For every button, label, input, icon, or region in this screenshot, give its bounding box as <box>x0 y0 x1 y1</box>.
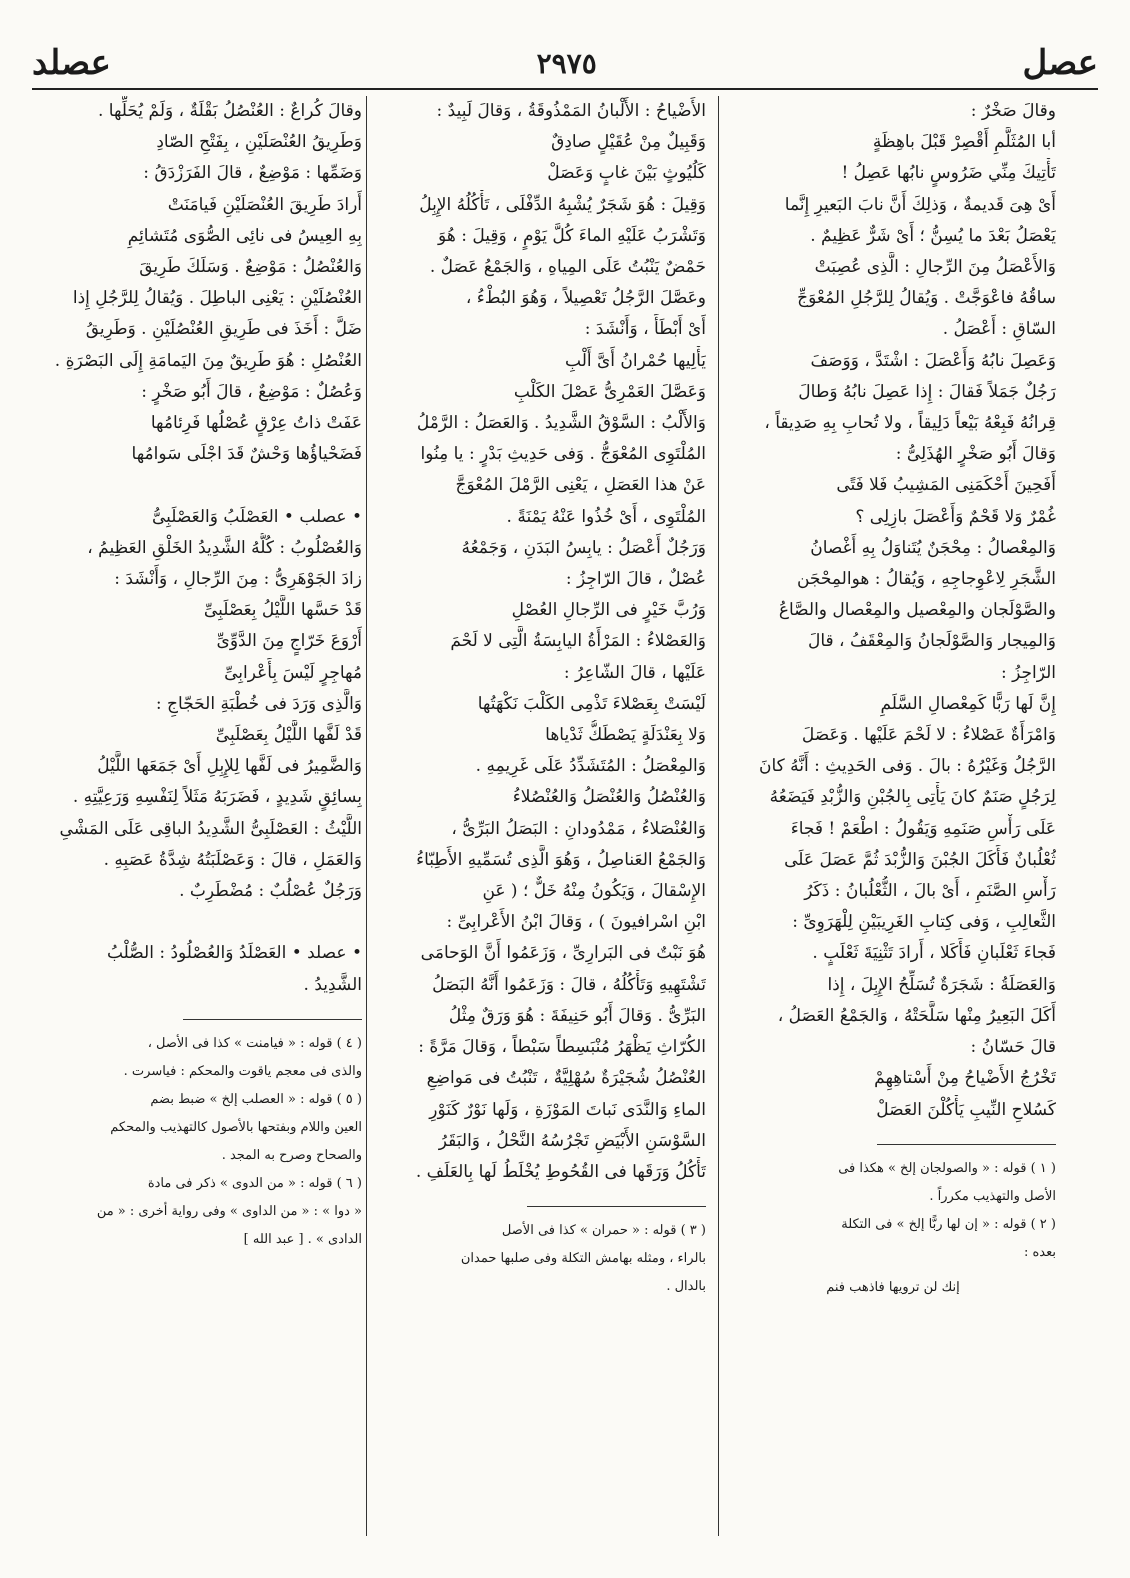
footnote-line: ( ٦ ) قوله : « من الدوى » ذكر فى مادة <box>147 1175 362 1191</box>
footnote-line: بعده : <box>1023 1244 1056 1260</box>
text-line: وَعَصِلَ نابُهُ وَأَعْصَلَ : اشْتَدَّ ، وَوَصَفَ <box>810 350 1056 371</box>
text-line: الشَّدِيدُ . <box>303 974 362 995</box>
footnotes <box>730 1155 1056 1267</box>
text-line: وَامْرَأَةٌ عَصْلاءُ : لا لَحْمَ عَلَيْها . وَعَصَلَ <box>801 725 1056 746</box>
text-line: تَأْكُلُ وَرَقَها فى القُحُوطِ يُخْلَطُ لَها بِالعَلَفِ . <box>415 1161 706 1182</box>
column-middle <box>380 96 706 1546</box>
text-line: البَرِّىُّ . وَقالَ أَبُو حَنِيفَةَ : هُوَ وَرَقٌ مِثْلُ <box>448 1005 706 1026</box>
text-line: وَالعُنْصُلُ : مَوْضِعٌ . وَسَلَكَ طَرِيقَ <box>139 257 362 278</box>
text-line: إِنَّ لَها رَبًّا كَمِعْصالِ السَّلَمِ <box>880 693 1056 714</box>
text-line: قالَ حَسّانُ : <box>970 1037 1056 1058</box>
column-text <box>36 96 362 1001</box>
text-line: المُلْتَوِى المُعْوَجُّ . وَفى حَدِيثِ بَدْرٍ : يا مِنُوا <box>420 444 706 465</box>
column-text <box>730 96 1056 1126</box>
column-text <box>380 96 706 1188</box>
column-divider <box>366 96 367 1536</box>
text-line: المُلْتَوِى ، أَىْ خُذُوا عَنْهُ يَمْنَةً . <box>506 506 706 527</box>
text-line: الشَّجَرِ لِاعْوِجاجِهِ ، وَيُقالُ : هوالمِحْجَن <box>796 569 1056 590</box>
page-number: ٢٩٧٥ <box>536 46 597 80</box>
text-line: الأَضْياحُ : الأَلْبانُ المَمْذُوقَةُ ، وَقالَ لَبِيدٌ : <box>436 101 706 121</box>
text-line: وَالمِعْصَلُ : المُتَشَدِّدُ عَلَى غَرِيمِهِ . <box>475 756 706 777</box>
header-right-word: عصل <box>1022 43 1098 83</box>
text-line: ثُعْلُبانٌ فَأَكَلَ الجُبْنَ وَالزُّبْدَ ثُمَّ عَصَلَ عَلَى <box>784 849 1056 870</box>
text-line: مُهاجِرٍ لَيْسَ بِأَعْرابِىِّ <box>224 662 362 683</box>
text-line: ضَلَّ : أَخَذَ فى طَرِيقِ العُنْصُلَيْنِ . وَطَرِيقُ <box>85 319 362 340</box>
text-line: زادَ الجَوْهَرِىُّ : مِنَ الرِّجالِ ، وَأَنْشَدَ : <box>114 569 362 590</box>
footnote-line: ( ١ ) قوله : « والصولجان إلخ » هكذا فى <box>838 1160 1056 1176</box>
footnotes <box>36 1030 362 1254</box>
column-right <box>730 96 1056 1546</box>
text-line: فَجاءَ ثَعْلَبانِ فَأَكَلا ، أَرادَ تَثْنِيَةَ ثَعْلَبٍ . <box>812 943 1056 964</box>
text-line: الثَّعالِبِ ، وَفى كِتابِ الغَرِيبَيْنِ لِلْهَرَوِىِّ : <box>792 912 1056 933</box>
text-line: وَتَشْرَبُ عَلَيْهِ الماءَ كُلَّ يَوْمٍ ، وَقِيلَ : هُوَ <box>438 225 706 246</box>
text-line: وَضَمِّها : مَوْضِعٌ ، قالَ الفَرَزْدَقُ : <box>143 163 362 184</box>
text-line: وَرَجُلٌ أَعْصَلُ : يابِسُ البَدَنِ ، وَجَمْعُهُ <box>461 537 706 558</box>
footnote-line: العين واللام وبفتحها بالأصول كالتهذيب والمحكم <box>110 1119 362 1135</box>
footnote-line: ( ٥ ) قوله : « العصلب إلخ » ضبط بضم <box>150 1091 362 1107</box>
text-line: السّاقِ : أَعْصَلُ . <box>942 319 1056 340</box>
text-line: قَدْ حَسَّها اللَّيْلُ بِعَصْلَبِىِّ <box>203 600 362 621</box>
text-line: وَعُصُلٌ : مَوْضِعٌ ، قالَ أَبُو صَخْرٍ : <box>141 381 362 402</box>
text-line: الرّاجِزُ : <box>1000 662 1056 683</box>
text-line: قَدْ لَفَّها اللَّيْلُ بِعَصْلَبِىِّ <box>215 725 362 746</box>
handwritten-note: إنك لن ترويها فاذهب فنم <box>826 1279 960 1295</box>
text-line: اللَّيْثُ : العَصْلَبِىُّ الشَّدِيدُ الباقِى عَلَى المَشْىِ <box>59 818 362 839</box>
footnote-separator <box>527 1206 706 1207</box>
text-line: بِهِ العِيسُ فى نائِى الصُّوَى مُتَشائِمِ <box>127 225 362 246</box>
text-line: عَلَى رَأْسِ صَنَمِهِ وَيَقُولُ : اطْعَمْ ! فَجاءَ <box>790 818 1056 839</box>
text-line: وَرُبَّ خَيْرٍ فى الرِّجالِ العُصْلِ <box>511 600 706 621</box>
text-line: العُنْصُلُ شُجَيْرَةٌ سُهْلِيَّةٌ ، تَنْبُتُ فى مَواضِعِ <box>426 1068 706 1089</box>
text-line: وقالَ صَخْرٌ : <box>970 101 1056 121</box>
text-line: الرَّجُلُ وَغَيْرُهُ : بالَ . وَفى الحَدِيثِ : أَنَّهُ كانَ <box>759 756 1056 777</box>
footnote-line: ( ٢ ) قوله : « إن لها ربًّا إلخ » فى التكلة <box>841 1216 1056 1232</box>
footnote-line: والصحاح وصرح به المجد . <box>221 1147 362 1163</box>
text-line: وَرَجُلٌ عُصْلُبٌ : مُضْطَرِبٌ . <box>179 881 362 902</box>
text-line <box>36 470 362 501</box>
text-line: الكُرّاثِ يَظْهَرُ مُنْبَسِطاً سَبْطاً ، وَقالَ مَرَّةً : <box>418 1037 706 1058</box>
page-header <box>32 38 1098 90</box>
text-line: هُوَ نَبْتٌ فى البَرارِىِّ ، وَزَعَمُوا أَنَّ الوَحامَى <box>420 943 706 964</box>
text-line: والصَّوْلَجان والمِعْصيل والمِعْصال والصَّاعُ <box>778 600 1056 621</box>
text-line: أَىْ أَبْطَأَ ، وَأَنْشَدَ : <box>584 319 706 340</box>
footnote-separator <box>183 1019 362 1020</box>
text-line: وَالأَلْبُ : السَّوْقُ الشَّدِيدُ . وَالعَصَلُ : الرَّمْلُ <box>416 413 706 434</box>
text-line: وَالجَمْعُ العَناصِلُ ، وَهُوَ الَّذِى تُسَمِّيهِ الأَطِبّاءُ <box>416 849 706 870</box>
text-line: أَرادَ طَرِيقَ العُنْصَلَيْنِ فَيامَنَتْ <box>167 194 362 215</box>
text-line: وَالعُنْصَلاءُ ، مَمْدُودانِ : البَصَلُ البَرِّىُّ ، <box>451 818 706 839</box>
footnotes <box>380 1217 706 1301</box>
text-line: وَالعَمَلِ ، قالَ : وَعَصْلَبَتُهُ شِدَّةُ عَصَبِهِ . <box>103 849 362 870</box>
column-left <box>36 96 362 1546</box>
text-line: وَطَرِيقُ العُنْصَلَيْنِ ، بِفَتْحِ الصّادِ <box>156 132 362 153</box>
text-line: وَالمِعْصالُ : مِحْجَنٌ يُتَناوَلُ بِهِ أَغْصانُ <box>810 537 1056 558</box>
text-line: الماءِ وَالنَّدَى نَباتَ المَوْزَةِ ، وَلَها نَوْرٌ كَنَوْرِ <box>429 1099 706 1120</box>
text-line: رَأْسِ الصَّنَمِ ، أَىْ بالَ ، الثُّعْلُبانُ : ذَكَرُ <box>804 881 1056 902</box>
text-line: وعَصَّلَ الرَّجُلُ تَعْصِيلاً ، وَهُوَ البُطْءُ ، <box>465 288 706 309</box>
text-line: وَالعَصْلاءُ : المَرْأَةُ اليابِسَةُ الَّتِى لا لَحْمَ <box>450 631 706 652</box>
footnote-line: بالراء ، ومثله بهامش التكلة وفى صلبها حمدان <box>460 1251 706 1267</box>
footnote-line: ( ٣ ) قوله : « حمران » كذا فى الأصل <box>501 1223 706 1239</box>
text-line: وَالضَّمِيرُ فى لَفَّها لِلإِبِلِ أَىْ جَمَعَها اللَّيْلُ <box>97 756 362 777</box>
text-line: عَفَتْ ذاتُ عِرْقٍ عُصْلُها فَرِئامُها <box>150 413 362 434</box>
footnote-line: الدادى » . [ عبد الله ] <box>243 1231 362 1247</box>
text-line: • عصلب • العَصْلَبُ وَالعَصْلَبِىُّ <box>151 506 362 527</box>
text-line: تَأْتِيكَ مِنِّي ضَرُوسٍ نابُها عَصِلُ ! <box>841 163 1056 184</box>
footnote-line: ( ٤ ) قوله : « فيامنت » كذا فى الأصل ، <box>147 1035 362 1051</box>
text-line: عُصْلٌ ، قالَ الرّاجِزُ : <box>565 569 706 590</box>
text-line: العُنْصُلَيْنِ : يَعْنِى الباطِلَ . وَيُقالُ لِلرَّجُلِ إِذا <box>72 288 362 309</box>
text-line: • عصلد • العَصْلَدُ وَالعُصْلُودُ : الصُّلْبُ <box>106 943 362 964</box>
text-line: العُنْصُلِ : هُوَ طَرِيقٌ مِنَ اليَمامَةِ إِلَى البَصْرَةِ . <box>54 350 362 371</box>
text-line: يَعْصَلُ بَعْدَ ما يُسِنُّ ؛ أَىْ شَرٌّ عَظِيمٌ . <box>810 225 1056 246</box>
column-divider <box>718 96 719 1536</box>
text-line: أَىْ هِىَ قَديمةٌ ، وَذلِكَ أَنَّ نابَ البَعيرِ إِنَّما <box>784 194 1056 215</box>
text-line: وَقَبِيلٌ مِنْ عُقَيْلٍ صادِقٌ <box>551 132 706 153</box>
text-line: ساقُهُ فاعْوَجَّتْ . وَيُقالُ لِلرَّجُلِ المُعْوَجِّ <box>797 288 1056 309</box>
text-line: حَمْضٌ يَنْبُتُ عَلَى المِياهِ ، وَالجَمْعُ عَصَلٌ . <box>429 257 706 278</box>
text-line: عَنْ هذا العَصَلِ ، يَعْنِى الرَّمْلَ المُعْوَجَّ <box>455 475 706 496</box>
text-line: أَرْوَعَ خَرّاجٍ مِنَ الدَّوِّىِّ <box>216 631 362 652</box>
text-line: السَّوْسَنِ الأَبْيَضِ تَجْرُسُهُ النَّحْلُ ، وَالبَقَرُ <box>438 1130 706 1151</box>
text-line: فَضَحْياؤُها وَحْشٌ قَدَ اجْلَى سَوامُها <box>131 444 362 465</box>
text-line: وَالعُصْلُوبُ : كُلُّهُ الشَّدِيدُ الخَلْقِ العَظِيمُ ، <box>87 537 362 558</box>
text-line: غُمْرٌ وَلا قَحْمٌ وَأَعْصَلَ بازِلِى ؟ <box>855 506 1056 527</box>
text-line: ابْنِ اسْرافيونَ ) ، وَقالَ ابْنُ الأَعْرابِىِّ : <box>446 912 706 933</box>
footnote-line: « دوا » : « من الداوى » وفى رواية أخرى : « من <box>96 1203 362 1219</box>
text-line: أَكَلَ البَعِيرُ مِنْها سَلَّحَتْهُ ، وَالجَمْعُ العَصَلُ ، <box>777 1005 1056 1026</box>
text-line: رَجُلٌ جَمَلاً فَقالَ : إِذا عَصِلَ نابُهُ وَطالَ <box>798 381 1056 402</box>
text-line: لَيْسَتْ بِعَصْلاءَ تَذْمِى الكَلْبَ نَكْهَتُها <box>477 693 706 714</box>
text-line: وَالعَصَلَةُ : شَجَرَةٌ تُسَلِّحُ الإِبِلَ ، إِذا <box>827 974 1056 995</box>
footnote-separator <box>877 1144 1056 1145</box>
text-line <box>36 907 362 938</box>
text-line: لِرَجُلٍ صَنَمٌ كانَ يَأْتِى بِالجُبْنِ وَالزُّبْدِ فَيَضَعُهُ <box>769 787 1056 808</box>
text-line: وَعَصَّلَ العَمْرِىُّ عَصْلَ الكَلْبِ <box>513 381 706 402</box>
text-line: تَخْرُجُ الأَضْياحُ مِنْ أَسْتاهِهِمْ <box>874 1068 1056 1089</box>
header-left-word: عصلد <box>32 43 111 83</box>
text-line: أبا المُثَلَّمِ أَقْصِرْ قَبْلَ باهِظَةٍ <box>872 132 1056 153</box>
text-line: بِسائِقٍ شَدِيدٍ ، فَضَرَبَهُ مَثَلاً لِنَفْسِهِ وَرَعِيَّتِهِ . <box>72 787 362 808</box>
text-line: وَقِيلَ : هُوَ شَجَرٌ يُشْبِهُ الدِّفْلَى ، تَأْكُلُهُ الإِبِلُ <box>419 194 706 215</box>
text-line: أَفَحِينَ أَحْكَمَنِى المَشِيبُ فَلا فَتًى <box>836 475 1056 496</box>
text-line: الإِسْقالَ ، وَيَكُونُ مِنْهُ خَلٌّ ؛ ( عَنِ <box>482 881 706 902</box>
text-line: قِرانُهُ فَبِعْهُ بَيْعاً دَلِيقاً ، ولا تُحابِ بِهِ صَدِيقاً ، <box>764 413 1056 434</box>
text-line: وَلا بِعَنْدَلَةٍ يَصْطَكُّ ثَدْياها <box>545 725 706 746</box>
text-line: يَأْلِيها حُمْرانُ أَىَّ أَلْبِ <box>565 350 706 371</box>
text-line: كَلُيُوثٍ بَيْنَ غابٍ وَعَصَلْ <box>547 163 706 184</box>
footnote-line: بالدال . <box>666 1279 706 1295</box>
footnote-line: الأصل والتهذيب مكرراً . <box>929 1188 1056 1204</box>
text-line: عَلَيْها ، قالَ الشّاعِرُ : <box>563 662 706 683</box>
text-line: وقالَ كُراعٌ : العُنْصُلُ بَقْلَةٌ ، وَلَمْ يُحَلِّها . <box>97 101 362 121</box>
text-line: وَالأَعْصَلُ مِنَ الرِّجالِ : الَّذِى عُصِبَتْ <box>814 257 1056 278</box>
footnote-line: والذى فى معجم ياقوت والمحكم : فياسرت . <box>123 1063 362 1079</box>
text-line: وَالمِيجار وَالصَّوْلَجانُ وَالمِعْقَفُ ، قالَ <box>808 631 1056 652</box>
text-line: وَقالَ أَبُو صَخْرٍ الهُذَلِىُّ : <box>895 444 1056 465</box>
text-line: كَسُلاحِ النِّيبِ يَأْكُلْنَ العَصَلْ <box>876 1099 1056 1120</box>
text-line: وَالَّذِى وَرَدَ فى خُطْبَةِ الحَجّاجِ : <box>155 693 362 714</box>
text-line: وَالعُنْصُلُ وَالعُنْصَلُ وَالعُنْصُلاءُ <box>512 787 706 808</box>
text-line: تَشْتَهِيهِ وَتَأْكُلُهُ ، قالَ : وَزَعَمُوا أَنَّهُ البَصَلُ <box>432 974 706 995</box>
